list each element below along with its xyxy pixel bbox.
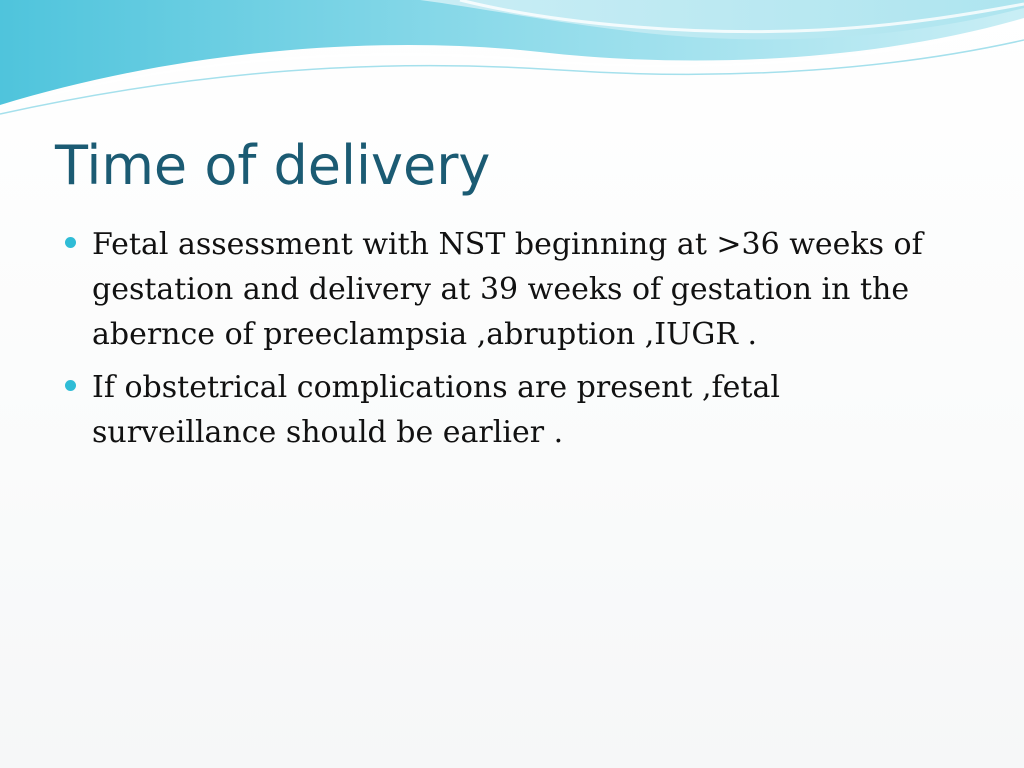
header-wave-decoration: [0, 0, 1024, 120]
bullet-item: [62, 222, 962, 357]
slide-title: Time of delivery: [55, 134, 491, 197]
bullet-dot-icon: [65, 380, 76, 391]
bullet-text: Fetal assessment with NST beginning at >36 weeks of gestation and delivery at 39 weeks of gestation in the abernce of preeclampsia ,abruption ,IUGR .: [92, 227, 923, 352]
bullet-list: [62, 222, 962, 463]
bullet-dot-icon: [65, 237, 76, 248]
bullet-item: [62, 365, 962, 455]
bullet-text: If obstetrical complications are present ,fetal surveillance should be earlier .: [92, 370, 780, 450]
